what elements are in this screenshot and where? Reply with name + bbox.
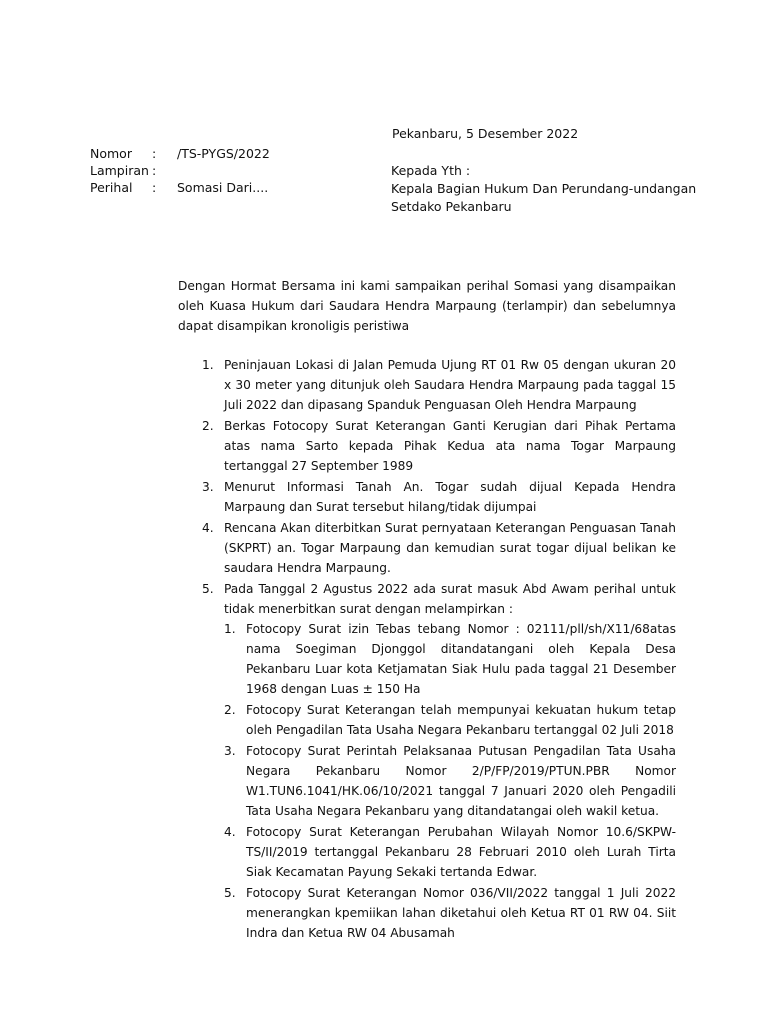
list-item bbox=[178, 579, 676, 943]
sub-list-item-text: Fotocopy Surat Keterangan Nomor 036/VII/2022 tanggal 1 Juli 2022 menerangkan kpemiikan lahan diketahui oleh Ketua RT 01 RW 04. Siit Indra dan Ketua RW 04 Abusamah bbox=[246, 886, 676, 940]
list-item-number: 4. bbox=[202, 521, 214, 535]
meta-value: /TS-PYGS/2022 bbox=[177, 146, 270, 161]
letter-meta bbox=[90, 145, 330, 196]
list-item bbox=[178, 477, 676, 517]
sub-list-item-text: Fotocopy Surat Keterangan telah mempunyai kekuatan hukum tetap oleh Pengadilan Tata Usaha Negara Pekanbaru tertanggal 02 Juli 2018 bbox=[246, 703, 676, 737]
recipient-greeting: Kepada Yth : bbox=[391, 163, 471, 178]
chronology-list bbox=[178, 355, 676, 943]
meta-label: Perihal bbox=[90, 180, 133, 195]
list-item-text: Pada Tanggal 2 Agustus 2022 ada surat masuk Abd Awam perihal untuk tidak menerbitkan surat dengan melampirkan : bbox=[224, 582, 676, 616]
meta-colon: : bbox=[152, 163, 157, 178]
recipient-line-2: Setdako Pekanbaru bbox=[391, 199, 512, 214]
meta-label: Nomor bbox=[90, 146, 132, 161]
sub-list-item bbox=[224, 822, 676, 882]
sub-list-item bbox=[224, 883, 676, 943]
meta-row-nomor bbox=[90, 145, 330, 162]
list-item-text: Menurut Informasi Tanah An. Togar sudah dijual Kepada Hendra Marpaung dan Surat tersebut hilang/tidak dijumpai bbox=[224, 480, 676, 514]
sub-list-item-text: Fotocopy Surat Keterangan Perubahan Wilayah Nomor 10.6/SKPW-TS/II/2019 tertanggal Pekanbaru 28 Februari 2010 oleh Lurah Tirta Siak Kecamatan Payung Sekaki tertanda Edwar. bbox=[246, 825, 676, 879]
recipient-block bbox=[391, 162, 696, 216]
meta-row-perihal bbox=[90, 179, 330, 196]
sub-list-item-text: Fotocopy Surat Perintah Pelaksanaa Putusan Pengadilan Tata Usaha Negara Pekanbaru Nomor 2/P/FP/2019/PTUN.PBR Nomor W1.TUN6.1041/HK.06/10/2021 tanggal 7 Januari 2020 oleh Pengadili Tata Usaha Negara Pekanbaru yang ditandatangai oleh wakil ketua. bbox=[246, 744, 676, 818]
letter-date: Pekanbaru, 5 Desember 2022 bbox=[392, 126, 579, 141]
list-item-text: Rencana Akan diterbitkan Surat pernyataan Keterangan Penguasan Tanah (SKPRT) an. Togar Marpaung dan kemudian surat togar dijual belikan ke saudara Hendra Marpaung. bbox=[224, 521, 676, 575]
meta-value: Somasi Dari.... bbox=[177, 180, 269, 195]
list-item bbox=[178, 355, 676, 415]
list-item-number: 1. bbox=[202, 358, 214, 372]
list-item bbox=[178, 518, 676, 578]
recipient-line-1: Kepala Bagian Hukum Dan Perundang-undangan bbox=[391, 181, 697, 196]
list-item-text: Peninjauan Lokasi di Jalan Pemuda Ujung RT 01 Rw 05 dengan ukuran 20 x 30 meter yang ditunjuk oleh Saudara Hendra Marpaung pada taggal 15 Juli 2022 dan dipasang Spanduk Penguasan Oleh Hendra Marpaung bbox=[224, 358, 676, 412]
intro-paragraph: Dengan Hormat Bersama ini kami sampaikan perihal Somasi yang disampaikan oleh Kuasa Hukum dari Saudara Hendra Marpaung (terlampir) dan sebelumnya dapat disampikan kronoligis peristiwa bbox=[178, 279, 676, 333]
meta-colon: : bbox=[152, 180, 157, 195]
letter-body bbox=[178, 276, 676, 944]
sub-list-item-number: 2. bbox=[224, 703, 236, 717]
list-item-number: 5. bbox=[202, 582, 214, 596]
list-item bbox=[178, 416, 676, 476]
attachment-list bbox=[224, 619, 676, 943]
sub-list-item bbox=[224, 741, 676, 821]
sub-list-item bbox=[224, 700, 676, 740]
list-item-number: 3. bbox=[202, 480, 214, 494]
meta-label: Lampiran bbox=[90, 163, 149, 178]
sub-list-item bbox=[224, 619, 676, 699]
sub-list-item-number: 3. bbox=[224, 744, 236, 758]
sub-list-item-number: 1. bbox=[224, 622, 236, 636]
sub-list-item-number: 5. bbox=[224, 886, 236, 900]
list-item-number: 2. bbox=[202, 419, 214, 433]
list-item-text: Berkas Fotocopy Surat Keterangan Ganti Kerugian dari Pihak Pertama atas nama Sarto kepada Pihak Kedua ata nama Togar Marpaung tertanggal 27 September 1989 bbox=[224, 419, 676, 473]
meta-row-lampiran bbox=[90, 162, 330, 179]
meta-colon: : bbox=[152, 146, 157, 161]
sub-list-item-number: 4. bbox=[224, 825, 236, 839]
sub-list-item-text: Fotocopy Surat izin Tebas tebang Nomor : 02111/pll/sh/X11/68atas nama Soegiman Djonggol ditandatangani oleh Kepala Desa Pekanbaru Luar kota Ketjamatan Siak Hulu pada taggal 21 Desember 1968 dengan Luas ± 150 Ha bbox=[246, 622, 676, 696]
